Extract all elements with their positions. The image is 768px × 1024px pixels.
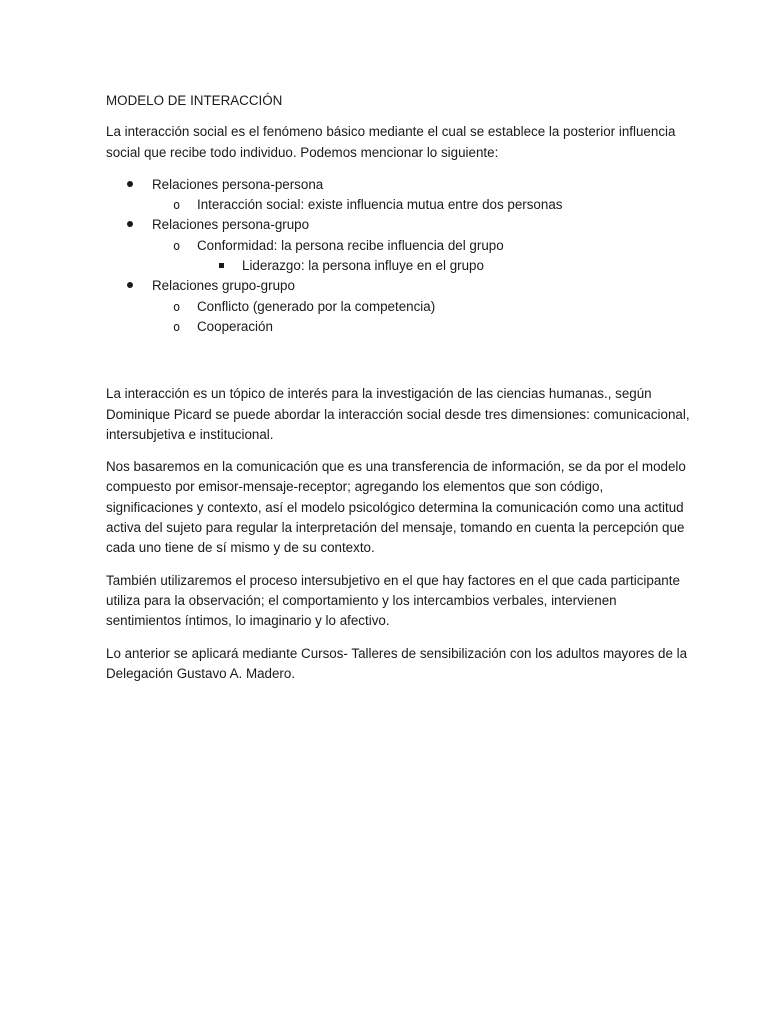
paragraph-line: Lo anterior se aplicará mediante Cursos- Talleres de sensibilización con los adultos mayores de la — [106, 645, 688, 661]
paragraph-line: compuesto por emisor-mensaje-receptor; agregando los elementos que son código, — [106, 479, 604, 495]
blank-space — [106, 337, 666, 384]
list-item-label: Interacción social: existe influencia mutua entre dos personas — [197, 197, 563, 213]
bullet-disc-icon — [127, 215, 133, 235]
paragraph-line: La interacción social es el fenómeno básico mediante el cual se establece la posterior influencia — [106, 124, 676, 140]
list-item-label: Conflicto (generado por la competencia) — [197, 298, 436, 314]
list-item-label: Conformidad: la persona recibe influencia del grupo — [197, 237, 504, 253]
document-title: MODELO DE INTERACCIÓN — [106, 93, 283, 108]
bullet-circle-icon: o — [173, 198, 181, 213]
bullet-circle-icon: o — [173, 238, 181, 253]
paragraph-line: La interacción es un tópico de interés para la investigación de las ciencias humanas., según — [106, 386, 652, 402]
list-item-label: Relaciones persona-grupo — [152, 217, 310, 233]
paragraph-line: activa del sujeto para regular la interpretación del mensaje, tomando en cuenta la percepción que — [106, 520, 685, 536]
list-item-label: Liderazgo: la persona influye en el grupo — [242, 258, 484, 274]
relations-list — [106, 175, 666, 337]
list-item — [106, 215, 666, 235]
paragraph-line: utiliza para la observación; el comportamiento y los intercambios verbales, intervienen — [106, 592, 617, 608]
paragraph-application — [106, 644, 688, 685]
paragraph-intersubjective — [106, 571, 680, 632]
document-body — [106, 91, 690, 696]
paragraph-line: significaciones y contexto, así el modelo psicológico determina la comunicación como una actitud — [106, 499, 684, 515]
list-item — [106, 276, 666, 296]
list-subitem — [106, 195, 666, 215]
list-subitem — [106, 297, 666, 317]
paragraph-line: También utilizaremos el proceso intersubjetivo en el que hay factores en el que cada participante — [106, 572, 680, 588]
paragraph-line: Delegación Gustavo A. Madero. — [106, 665, 296, 681]
bullet-circle-icon: o — [173, 299, 181, 314]
paragraph-line: social que recibe todo individuo. Podemos mencionar lo siguiente: — [106, 144, 499, 160]
list-subitem — [106, 317, 666, 337]
paragraph-line: sentimientos íntimos, lo imaginario y lo afectivo. — [106, 613, 390, 629]
list-item — [106, 175, 666, 195]
paragraph-line: Dominique Picard se puede abordar la interacción social desde tres dimensiones: comunicacional, — [106, 406, 690, 422]
list-item-label: Relaciones persona-persona — [152, 176, 324, 192]
intro-paragraph — [106, 122, 676, 163]
bullet-disc-icon — [127, 276, 133, 296]
bullet-square-icon — [219, 256, 224, 276]
list-item-label: Cooperación — [197, 318, 273, 334]
bullet-disc-icon — [127, 175, 133, 195]
paragraph-line: intersubjetiva e institucional. — [106, 426, 274, 442]
bullet-circle-icon: o — [173, 319, 181, 334]
paragraph-communication — [106, 457, 686, 558]
paragraph-dimensions — [106, 384, 690, 445]
list-subsubitem — [106, 256, 666, 276]
paragraph-line: cada uno tiene de sí mismo y de su contexto. — [106, 540, 375, 556]
paragraph-line: Nos basaremos en la comunicación que es una transferencia de información, se da por el modelo — [106, 459, 686, 475]
list-subitem — [106, 236, 666, 256]
list-item-label: Relaciones grupo-grupo — [152, 278, 295, 294]
